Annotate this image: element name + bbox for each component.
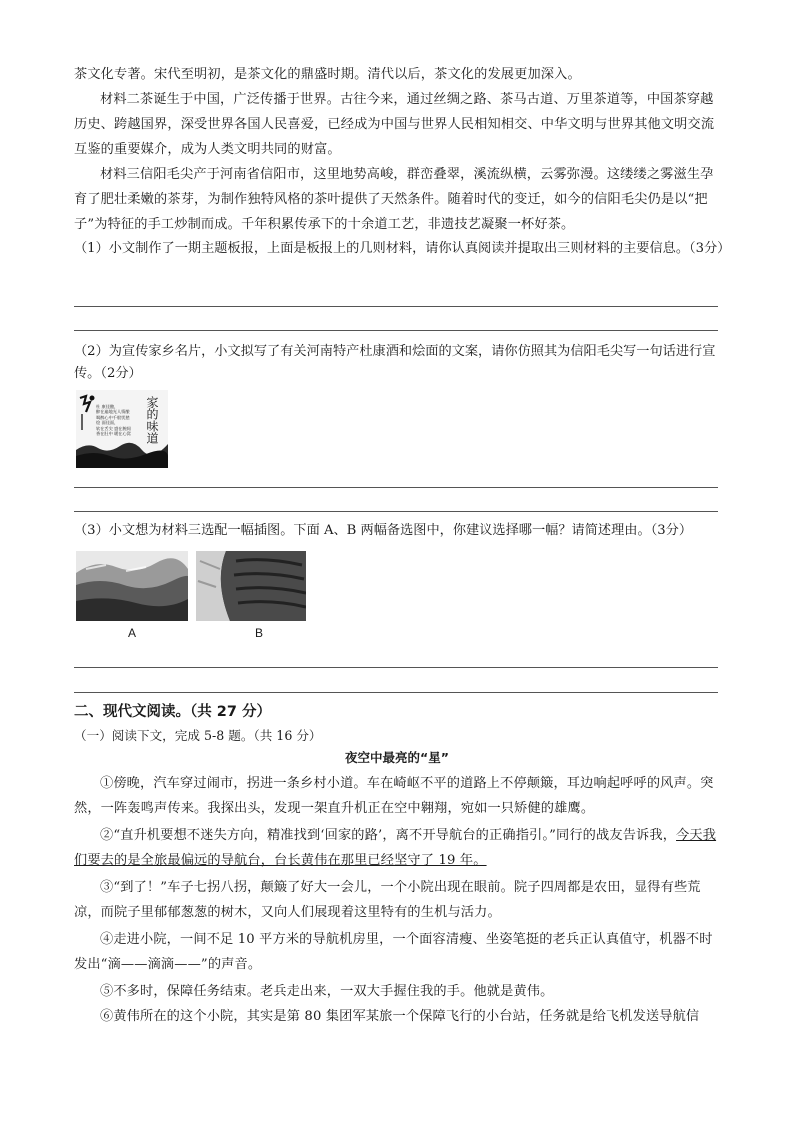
figure-a-label: A [128,626,137,640]
article-paragraph-1: ①傍晚，汽车穿过闹市，拐进一条乡村小道。车在崎岖不平的道路上不停颠簸，耳边响起呼呼的风声。突然，一阵轰鸣声传来。我探出头，发现一架直升机正在空中翱翔，宛如一只矫健的雄鹰。 [74,776,714,816]
article-paragraph-6: ⑥黄伟所在的这个小院，其实是第 80 集团军某旅一个保障飞行的小台站，任务就是给飞机发送导航信 [100,1009,700,1024]
tea-field-icon [196,551,306,621]
figure-b-image [196,551,306,621]
article-paragraph-2: ②“直升机要想不迷失方向，精准找到‘回家的路’，离不开导航台的正确指引。”同行的战友告诉我，今天我们要去的是全旅最偏远的导航台，台长黄伟在那里已经坚守了 19 年。 [74,828,717,868]
question-3: （3）小文想为材料三选配一幅插图。下面 A、B 两幅备选图中，你建议选择哪一幅？请简述理由。（3分） [74,523,693,538]
section-heading: 二、现代文阅读。（共 27 分） [74,704,272,720]
answer-line[interactable] [74,692,718,693]
article-paragraph-5: ⑤不多时，保障任务结束。老兵走出来，一双大手握住我的手。他就是黄伟。 [100,984,554,999]
figure-a-image [76,551,188,621]
figure-b-label: B [255,626,264,640]
answer-line[interactable] [74,511,718,512]
poster-calligraphy: 家的味道 [145,396,159,444]
article-title: 夜空中最亮的“星” [345,750,449,765]
mountain-landscape-icon [76,551,188,621]
section-subheading: （一）阅读下文，完成 5-8 题。（共 16 分） [74,728,322,743]
answer-line[interactable] [74,306,718,307]
passage-line-continuation: 茶文化专著。宋代至明初，是茶文化的鼎盛时期。清代以后，茶文化的发展更加深入。 [74,67,581,82]
question-2: （2）为宣传家乡名片，小文拟写了有关河南特产杜康酒和烩面的文案，请你仿照其为信阳毛尖写一句话进行宣传。（2分） [74,344,716,381]
material-three-paragraph: 材料三信阳毛尖产于河南省信阳市，这里地势高峻，群峦叠翠，溪流纵横，云雾弥漫。这缕缕之雾滋生孕育了肥壮柔嫩的茶芽，为制作独特风格的茶叶提供了天然条件。随着时代的变迁，如今的信阳毛尖仍是以“把子”为特征的手工炒制而成。千年积累传承下的十余道工艺，非遗技艺凝聚一杯好茶。 [74,167,714,232]
answer-line[interactable] [74,487,718,488]
answer-line[interactable] [74,330,718,331]
answer-line[interactable] [74,667,718,668]
question-1: （1）小文制作了一期主题板报，上面是板报上的几则材料，请你认真阅读并提取出三则材料的主要信息。（3分） [74,241,731,256]
poster-image [76,390,168,468]
article-paragraph-3: ③“到了！”车子七拐八拐，颠簸了好大一会儿，一个小院出现在眼前。院子四周都是农田，显得有些荒凉，而院子里郁郁葱葱的树木，又向人们展现着这里特有的生机与活力。 [74,880,701,920]
article-paragraph-4: ④走进小院，一间不足 10 平方米的导航机房里，一个面容清瘦、坐姿笔挺的老兵正认真值守，机器不时发出“滴——滴滴——”的声音。 [74,932,713,972]
underlined-sentence: 今天我们要去的是全旅最偏远的导航台，台长黄伟在那里已经坚守了 19 年。 [74,828,717,868]
material-two-paragraph: 材料二茶诞生于中国，广泛传播于世界。古往今来，通过丝绸之路、茶马古道、万里茶道等，中国茶穿越历史、跨越国界，深受世界各国人民喜爱，已经成为中国与世界人民相知相交、中华文明与世界其他文明交流互鉴的重要媒介，成为人类文明共同的财富。 [74,92,715,157]
poster-small-text: 杜 康佳酿， 醉在遍地光人情酿 喝醉心中千般忧愁 烩 面佳面， 软在舌尖 盛在腕间 香在肚中 暖在心窝 [96,404,131,437]
